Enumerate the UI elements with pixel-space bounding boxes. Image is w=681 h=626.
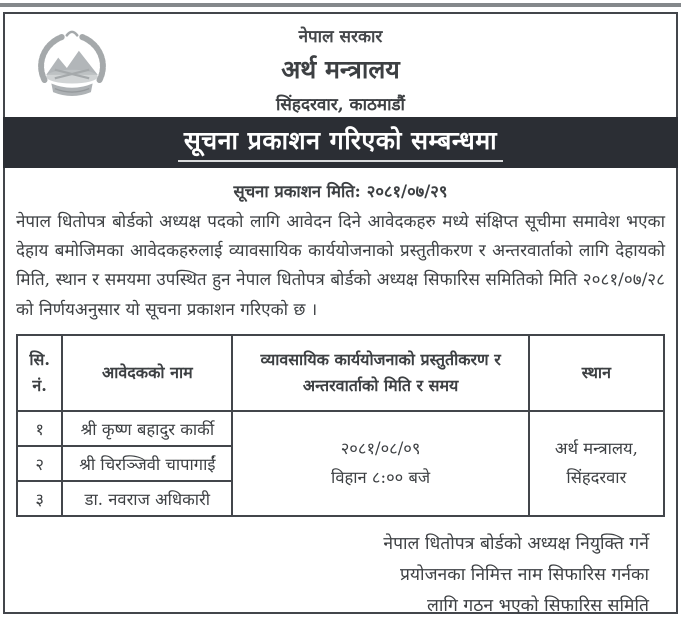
notice-paragraph: नेपाल धितोपत्र बोर्डको अध्यक्ष पदको लागि आवेदन दिने आवेदकहरु मध्ये संक्षिप्त सूचीमा समावेश भएका देहाय बमोजिमका आवेदकहरुलाई व्यावसायिक कार्ययोजनाको प्रस्तुतीकरण र अन्तरवार्ताको लागि देहायको मिति, स्थान र समयमा उपस्थित हुन नेपाल धितोपत्र बोर्डको अध्यक्ष सिफारिस समितिको मिति २०८१/०७/२८ को निर्णयअनुसार यो सूचना प्रकाशन गरिएको छ । [16,212,665,320]
scan-artifact-bar [0,3,681,7]
notice-document [3,12,678,617]
datetime-cell [232,411,528,516]
government-name: नेपाल सरकार [298,27,383,47]
publication-date-value: २०८१/०७/२९ [366,182,448,201]
ministry-address: सिंहदरवार, काठमाडौं [276,95,405,115]
header-cell-location: स्थान [529,335,664,411]
sn-cell: १ [17,411,62,446]
schedule-table [16,334,665,517]
interview-date: २०८१/०८/०९ [340,438,421,458]
publication-date-label: सूचना प्रकाशन मिति: [233,182,361,201]
signature-line: लागि गठन भएको सिफारिस समिति [427,596,649,617]
signature-line: नेपाल धितोपत्र बोर्डको अध्यक्ष नियुक्ति गर्ने [383,533,649,554]
signature-line: प्रयोजनका निमित्त नाम सिफारिस गर्नका [399,565,649,586]
location-line-1: अर्थ मन्त्रालय, [554,438,638,458]
notice-title-banner [3,117,678,168]
sn-cell: २ [17,446,62,481]
table-row [17,411,664,446]
interview-time: विहान ८:०० बजे [331,468,431,488]
publication-date [16,179,665,202]
notice-content [5,168,676,622]
notice-title: सूचना प्रकाशन गरिएको सम्बन्धमा [178,123,503,162]
signature-block [16,529,649,622]
header-cell-datetime: व्यावसायिक कार्ययोजनाको प्रस्तुतीकरण र अन्तरवार्ताको मिति र समय [232,335,528,411]
ministry-name: अर्थ मन्त्रालय [281,55,400,84]
location-line-2: सिंहदरवार [566,468,627,488]
header-cell-name: आवेदकको नाम [62,335,232,411]
table-header-row [17,335,664,411]
location-cell [529,411,664,516]
name-cell: डा. नवराज अधिकारी [62,481,232,516]
name-cell: श्री चिरञ्जिवी चापागाईं [62,446,232,481]
name-cell: श्री कृष्ण बहादुर कार्की [62,411,232,446]
sn-cell: ३ [17,481,62,516]
letterhead [5,14,676,117]
nepal-emblem-icon [29,24,115,112]
header-cell-sn: सि. नं. [17,335,62,411]
